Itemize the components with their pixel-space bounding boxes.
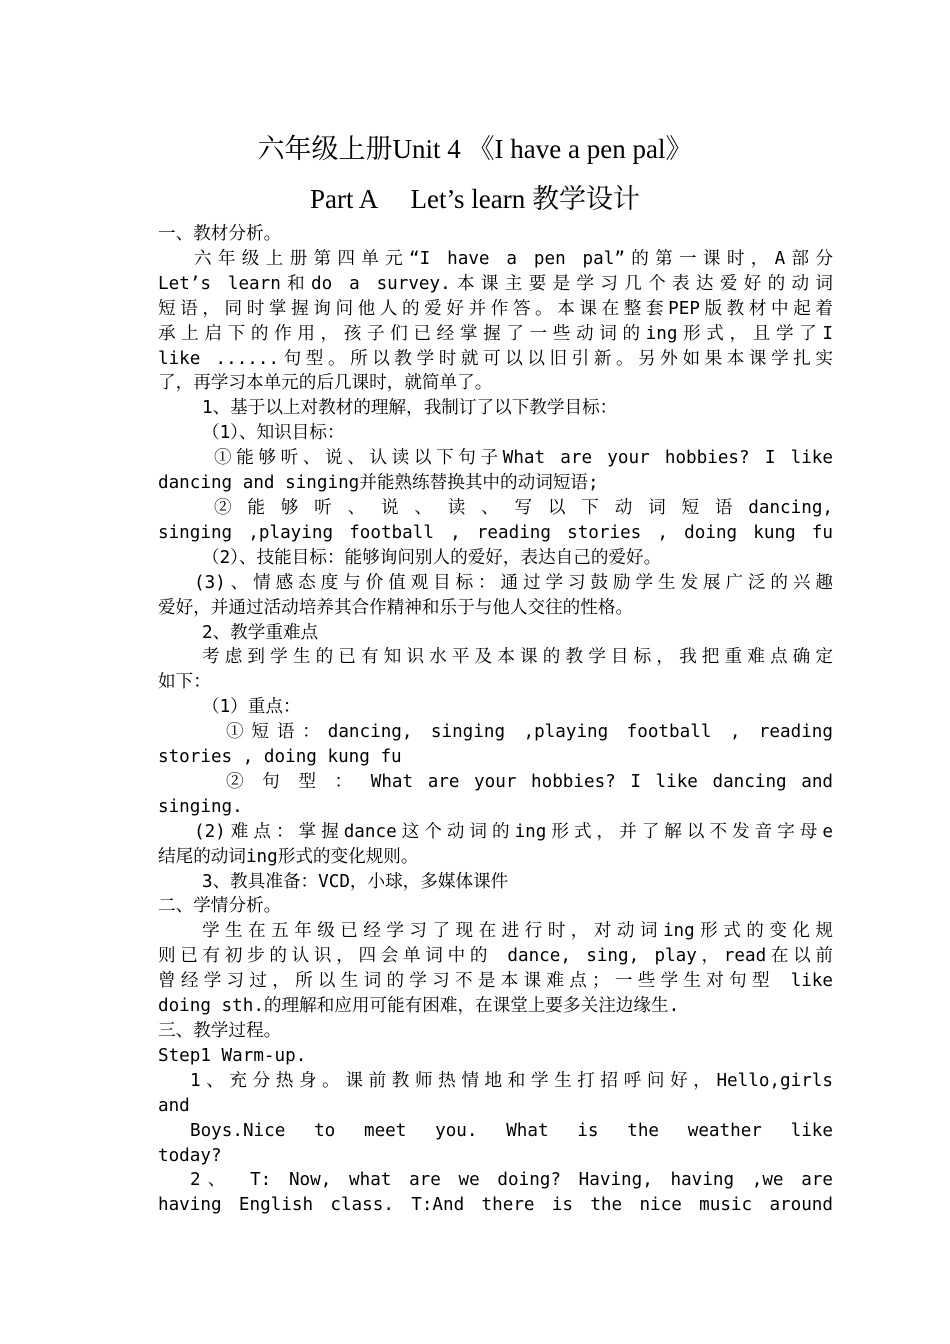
text-line: （1）重点： bbox=[202, 697, 301, 718]
text-line: 短语，同时掌握询问他人的爱好并作答。本课在整套PEP版教材中起着 bbox=[158, 298, 833, 319]
text-line: 了，再学习本单元的后几课时，就简单了。 bbox=[158, 373, 493, 394]
text-line: having English class. T:And there is the nice music around bbox=[158, 1195, 833, 1216]
text-line: 学生在五年级已经学习了现在进行时，对动词ing形式的变化规 bbox=[202, 921, 833, 942]
text-line: doing sth.的理解和应用可能有困难，在课堂上要多关注边缘生. bbox=[158, 996, 680, 1017]
text-line: 六年级上册第四单元“I have a pen pal”的第一课时，A部分 bbox=[194, 248, 833, 269]
text-line: 如下： bbox=[158, 672, 211, 693]
text-line: (3)、情感态度与价值观目标：通过学习鼓励学生发展广泛的兴趣 bbox=[194, 572, 833, 593]
text-line: 三、教学过程。 bbox=[158, 1021, 282, 1041]
text-line: 1、充分热身。课前教师热情地和学生打招呼问好，Hello,girls bbox=[190, 1070, 833, 1091]
text-line: and bbox=[158, 1095, 190, 1116]
text-line: singing. bbox=[158, 796, 243, 817]
text-line: 一、教材分析。 bbox=[158, 224, 282, 244]
text-line: 2、教学重难点 bbox=[202, 622, 319, 643]
text-line: stories , doing kung fu bbox=[158, 747, 402, 768]
text-line: 二、学情分析。 bbox=[158, 896, 282, 917]
text-line: Boys.Nice to meet you. What is the weather like bbox=[190, 1120, 833, 1141]
text-line: ② 句 型 ： What are your hobbies? I like dancing and bbox=[226, 771, 833, 792]
text-line: like ......句型。所以教学时就可以以旧引新。另外如果本课学扎实 bbox=[158, 348, 833, 369]
document-body bbox=[158, 222, 833, 1218]
document-title: 六年级上册Unit 4 《I have a pen pal》 bbox=[257, 134, 693, 164]
text-line: 曾经学习过，所以生词的学习不是本课难点；一些学生对句型 like bbox=[158, 971, 833, 992]
text-line: Let’s learn和do a survey.本课主要是学习几个表达爱好的动词 bbox=[158, 273, 833, 294]
text-line: ①短语：dancing, singing ,playing football , reading bbox=[226, 722, 833, 743]
text-line: 1、基于以上对教材的理解，我制订了以下教学目标： bbox=[202, 398, 618, 419]
text-line: 结尾的动词ing形式的变化规则。 bbox=[158, 846, 419, 867]
text-line: 承上启下的作用，孩子们已经掌握了一些动词的ing形式，且学了I bbox=[158, 323, 833, 344]
text-line: Step1 Warm-up. bbox=[158, 1045, 307, 1066]
text-line: today? bbox=[158, 1145, 222, 1166]
text-line: 考虑到学生的已有知识水平及本课的教学目标，我把重难点确定 bbox=[202, 647, 833, 668]
text-line: 2、 T: Now, what are we doing? Having, having ,we are bbox=[190, 1170, 833, 1191]
text-line: （2）、技能目标：能够询问别人的爱好，表达自己的爱好。 bbox=[202, 547, 662, 568]
text-line: dancing and singing并能熟练替换其中的动词短语; bbox=[158, 473, 599, 494]
text-line: singing ,playing football , reading stories , doing kung fu bbox=[158, 522, 833, 543]
text-line: ② 能 够 听 、 说 、 读 、 写 以 下 动 词 短 语 dancing, bbox=[214, 497, 833, 518]
text-line: 3、教具准备：VCD，小球，多媒体课件 bbox=[202, 871, 509, 892]
text-line: 则已有初步的认识，四会单词中的 dance, sing, play，read在以前 bbox=[158, 946, 833, 967]
text-line: (2)难点：掌握dance这个动词的ing形式，并了解以不发音字母e bbox=[194, 821, 833, 842]
text-line: 爱好，并通过活动培养其合作精神和乐于与他人交往的性格。 bbox=[158, 597, 634, 618]
text-line: ①能够听、说、认读以下句子What are your hobbies? I like bbox=[214, 448, 833, 469]
text-line: （1）、知识目标： bbox=[202, 423, 345, 444]
document-subtitle: Part A Let’s learn 教学设计 bbox=[310, 184, 640, 214]
